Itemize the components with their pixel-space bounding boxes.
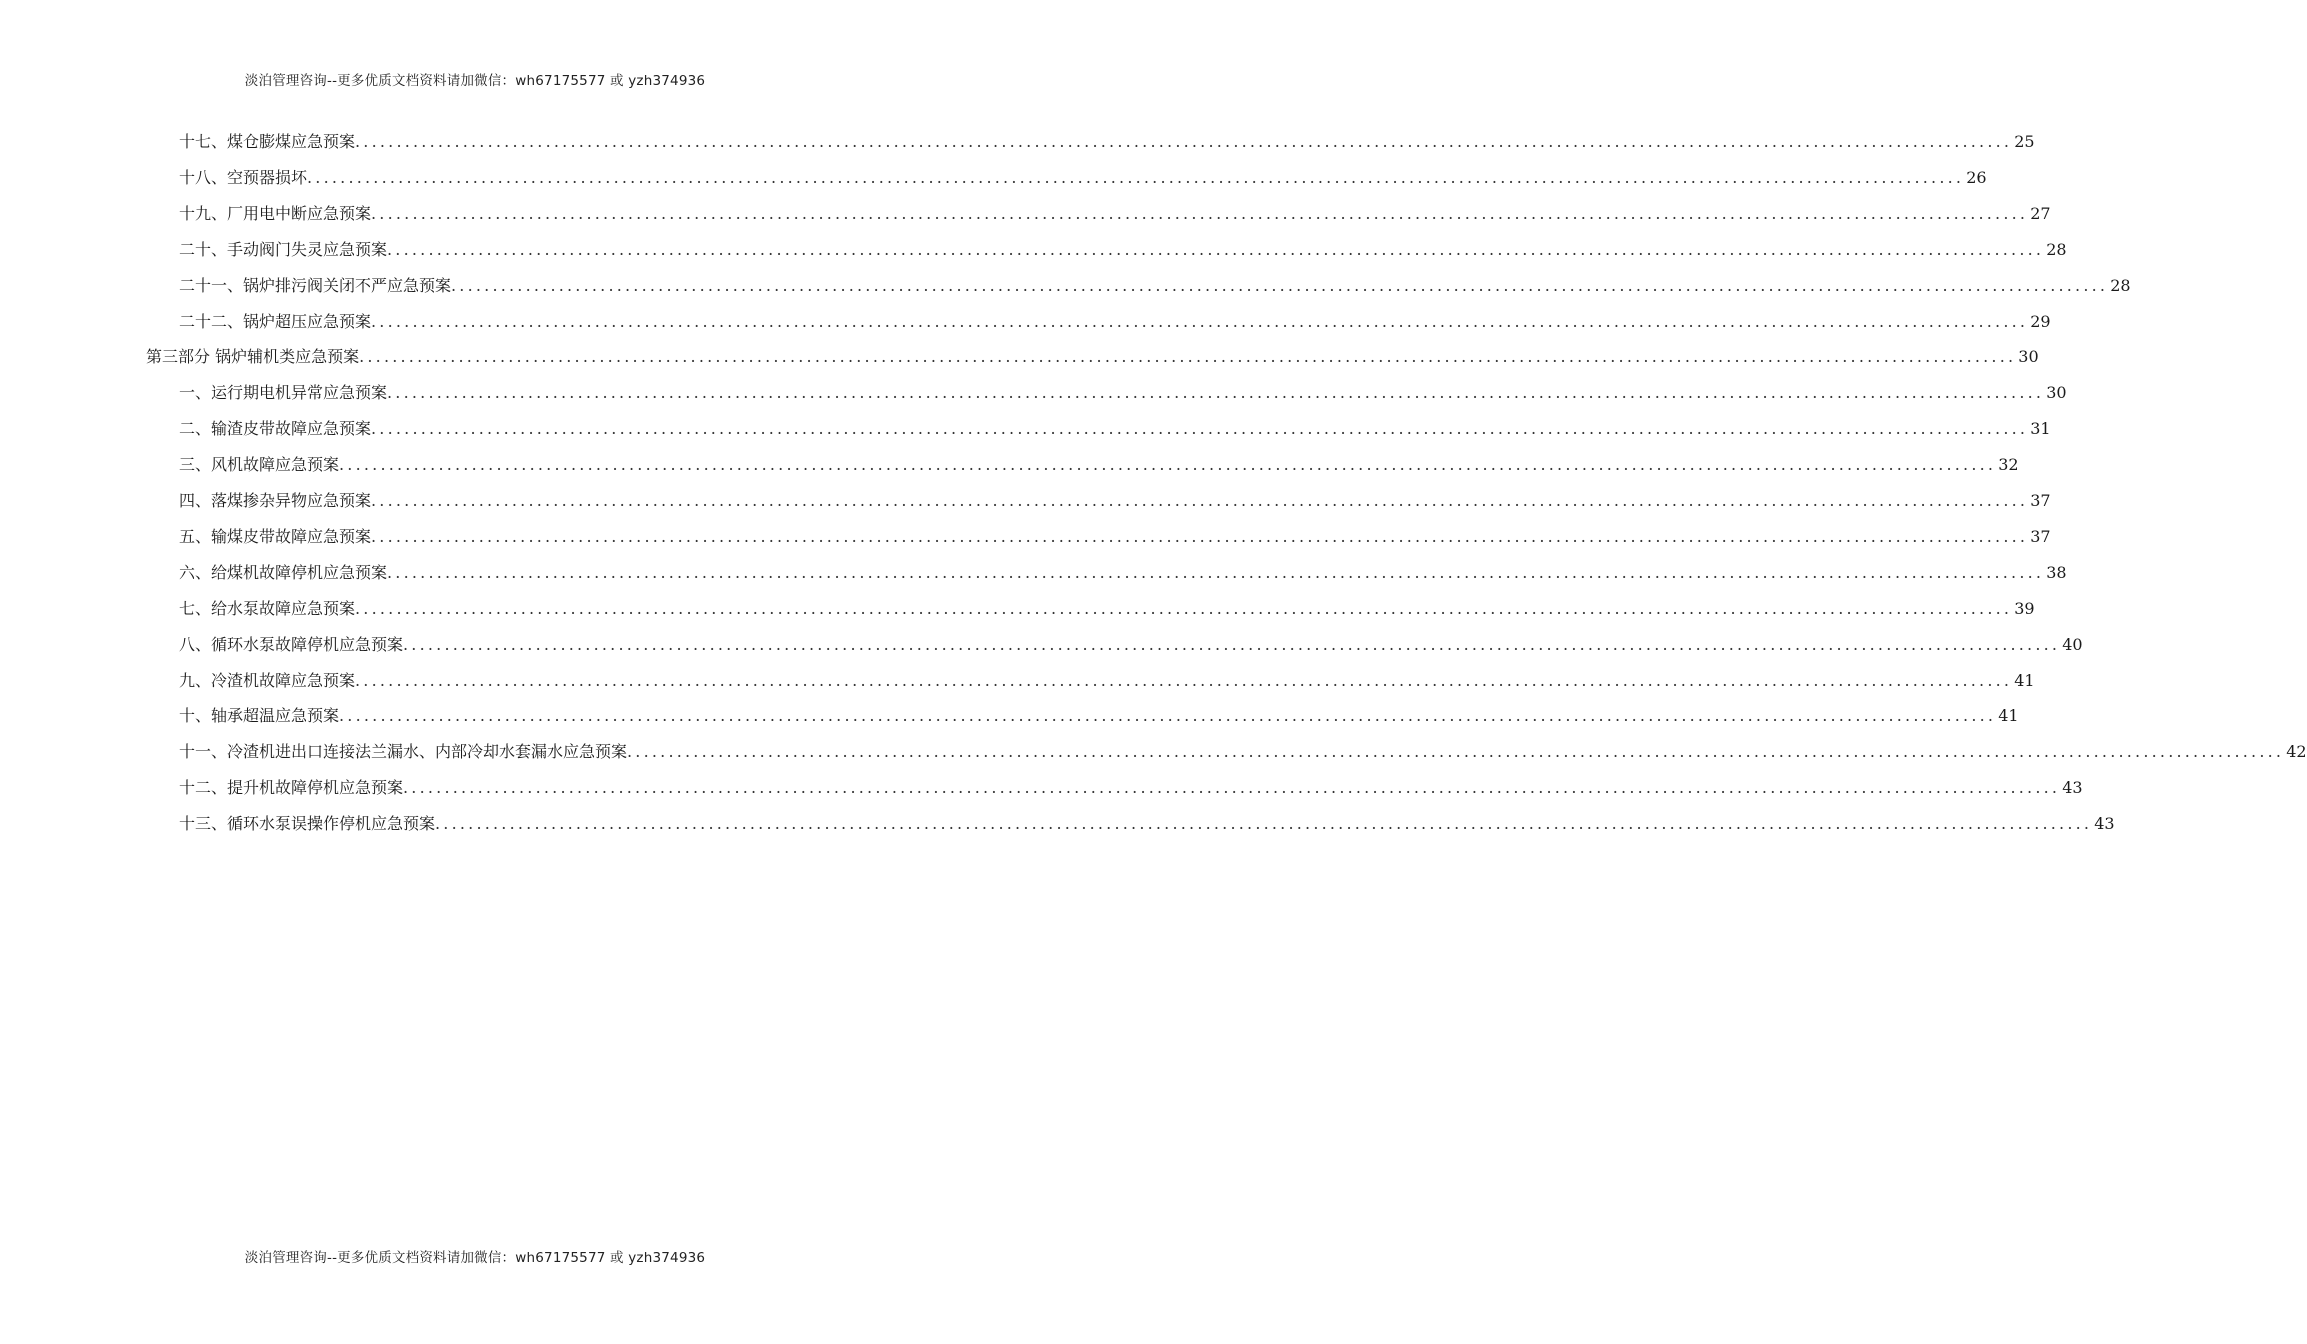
toc-entry[interactable]: [179, 627, 2083, 655]
toc-dot-leader: ........................................................................................................................................................................................................: [359, 347, 2017, 367]
toc-entry-title: 一、运行期电机异常应急预案: [179, 383, 388, 403]
toc-page-number: 25: [2014, 132, 2035, 151]
toc-entry[interactable]: [179, 806, 2115, 834]
toc-entry-title: 二、输渣皮带故障应急预案: [179, 419, 372, 439]
toc-entry[interactable]: [179, 375, 2067, 403]
toc-entry[interactable]: [179, 591, 2035, 619]
toc-page-number: 26: [1966, 167, 1987, 187]
toc-page-number: 30: [2018, 347, 2039, 367]
toc-entry[interactable]: [179, 304, 2051, 332]
toc-page-number: 41: [2014, 670, 2035, 690]
toc-dot-leader: ........................................................................................................................................................................................................: [355, 670, 2013, 690]
toc-entry[interactable]: [179, 663, 2035, 691]
toc-page-number: 40: [2062, 634, 2083, 654]
toc-entry-title: 十二、提升机故障停机应急预案: [179, 778, 404, 798]
toc-dot-leader: ........................................................................................................................................................................................................: [387, 239, 2045, 259]
toc-dot-leader: ........................................................................................................................................................................................................: [307, 167, 1965, 187]
toc-dot-leader: ........................................................................................................................................................................................................: [371, 419, 2029, 439]
toc-page-number: 29: [2030, 311, 2051, 331]
toc-page-number: 43: [2094, 814, 2115, 834]
toc-page-number: 37: [2030, 526, 2051, 546]
toc-page-number: 38: [2046, 562, 2067, 582]
toc-page-number: 32: [1998, 455, 2019, 475]
toc-entry[interactable]: [179, 268, 2131, 296]
toc-entry[interactable]: [179, 447, 2019, 475]
toc-entry-title: 三、风机故障应急预案: [179, 455, 340, 475]
toc-dot-leader: ........................................................................................................................................................................................................: [371, 203, 2029, 223]
toc-page-number: 30: [2046, 383, 2067, 403]
toc-entry-title: 四、落煤掺杂异物应急预案: [179, 491, 372, 510]
toc-entry[interactable]: [179, 519, 2051, 547]
toc-entry-title: 二十一、锅炉排污阀关闭不严应急预案: [179, 275, 452, 295]
toc-entry-title: 二十、手动阀门失灵应急预案: [179, 239, 388, 259]
toc-page-number: 31: [2030, 419, 2051, 439]
toc-entry[interactable]: [179, 483, 2051, 511]
toc-page-number: 28: [2110, 275, 2131, 295]
toc-entry[interactable]: [179, 698, 2019, 726]
toc-entry[interactable]: [179, 124, 2035, 152]
toc-entry-title: 十八、空预器损坏: [179, 167, 308, 187]
toc-page-number: 41: [1998, 706, 2019, 726]
toc-entry[interactable]: [179, 232, 2067, 260]
toc-entry-title: 八、循环水泵故障停机应急预案: [179, 634, 404, 654]
toc-entry[interactable]: [179, 411, 2051, 439]
toc-page-number: 37: [2030, 491, 2051, 510]
toc-page-number: 27: [2030, 203, 2051, 223]
toc-entry[interactable]: [179, 770, 2083, 798]
toc-page-number: 39: [2014, 598, 2035, 618]
toc-entry-title: 十九、厂用电中断应急预案: [179, 203, 372, 223]
toc-dot-leader: ........................................................................................................................................................................................................: [403, 778, 2061, 798]
toc-entry-title: 十、轴承超温应急预案: [179, 706, 340, 726]
toc-page-number: 43: [2062, 778, 2083, 798]
toc-dot-leader: ........................................................................................................................................................................................................: [387, 562, 2045, 582]
toc-entry-title: 九、冷渣机故障应急预案: [179, 670, 356, 690]
toc-dot-leader: ........................................................................................................................................................................................................: [451, 275, 2109, 295]
toc-entry-title: 五、输煤皮带故障应急预案: [179, 526, 372, 546]
toc-entry-title: 第三部分 锅炉辅机类应急预案: [146, 347, 360, 367]
toc-entry[interactable]: [179, 555, 2067, 583]
toc-entry[interactable]: [179, 196, 2051, 224]
toc-dot-leader: ........................................................................................................................................................................................................: [371, 526, 2029, 546]
toc-dot-leader: ........................................................................................................................................................................................................: [371, 491, 2029, 510]
toc-dot-leader: ........................................................................................................................................................................................................: [339, 706, 1997, 726]
toc-page-number: 28: [2046, 239, 2067, 259]
toc-entry-title: 七、给水泵故障应急预案: [179, 598, 356, 618]
toc-entry[interactable]: [179, 734, 2307, 762]
toc-dot-leader: ........................................................................................................................................................................................................: [355, 132, 2013, 151]
toc-entry[interactable]: [179, 160, 1987, 188]
toc-entry[interactable]: [146, 339, 2039, 367]
toc-entry-title: 十七、煤仓膨煤应急预案: [179, 132, 356, 151]
toc-dot-leader: ........................................................................................................................................................................................................: [387, 383, 2045, 403]
toc-dot-leader: ........................................................................................................................................................................................................: [627, 742, 2285, 762]
toc-dot-leader: ........................................................................................................................................................................................................: [371, 311, 2029, 331]
page-footer: 淡泊管理咨询--更多优质文档资料请加微信：wh67175577 或 yzh374936: [244, 1250, 706, 1266]
toc-dot-leader: ........................................................................................................................................................................................................: [435, 814, 2093, 834]
toc-dot-leader: ........................................................................................................................................................................................................: [355, 598, 2013, 618]
toc-dot-leader: ........................................................................................................................................................................................................: [403, 634, 2061, 654]
toc-entry-title: 二十二、锅炉超压应急预案: [179, 311, 372, 331]
toc-entry-title: 十一、冷渣机进出口连接法兰漏水、内部冷却水套漏水应急预案: [179, 742, 628, 762]
page-header: 淡泊管理咨询--更多优质文档资料请加微信：wh67175577 或 yzh374936: [244, 73, 706, 89]
toc-entry-title: 六、给煤机故障停机应急预案: [179, 562, 388, 582]
toc-entry-title: 十三、循环水泵误操作停机应急预案: [179, 814, 436, 834]
toc-page-number: 42: [2286, 742, 2307, 762]
toc-dot-leader: ........................................................................................................................................................................................................: [339, 455, 1997, 475]
